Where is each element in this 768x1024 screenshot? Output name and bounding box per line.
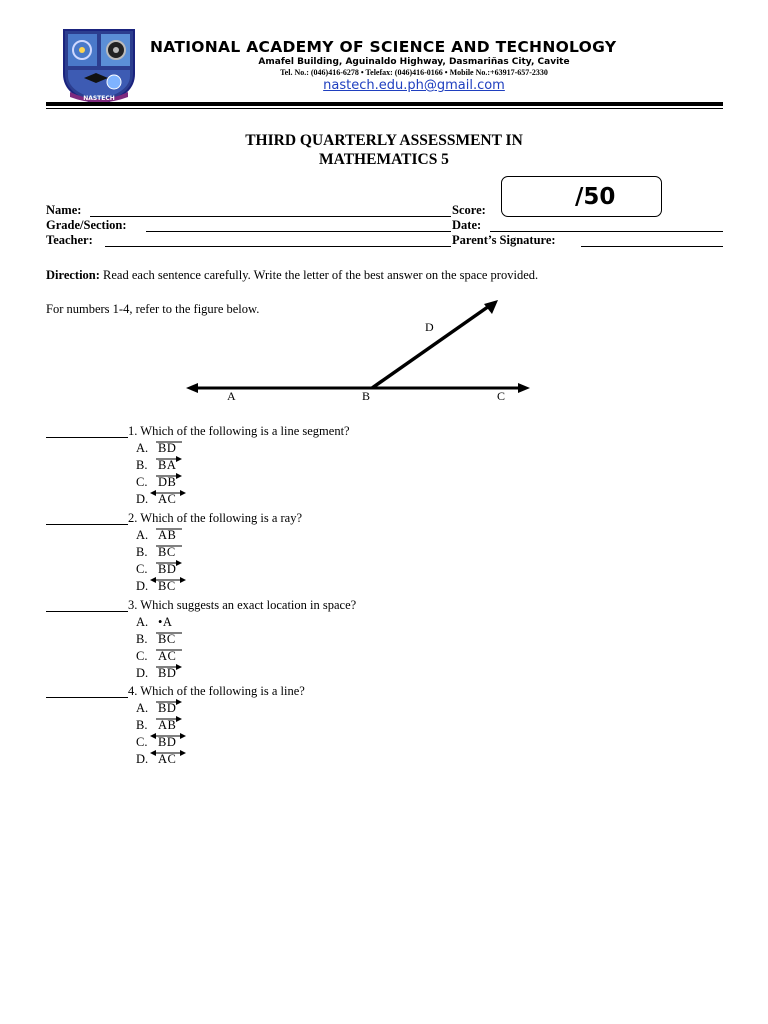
- q2-option-c-letter: C.: [136, 562, 148, 576]
- parent-signature-label: Parent’s Signature:: [452, 233, 556, 247]
- q3-option-d-letter: D.: [136, 666, 149, 680]
- q1-option-c-ray-mark: [156, 472, 182, 480]
- q1-option-c: DB: [158, 475, 177, 489]
- q2-option-c-ray-mark: [156, 559, 182, 567]
- q4-option-a: BD: [158, 701, 177, 715]
- q3-option-d-ray-mark: [156, 663, 182, 671]
- q2-option-a: AB: [158, 528, 177, 542]
- direction-label: Direction:: [46, 268, 100, 282]
- school-contact: Tel. No.: (046)416-6278 • Telefax: (046)416-0166 • Mobile No.:+63917-657-2330: [280, 68, 548, 77]
- q4-option-c-letter: C.: [136, 735, 148, 749]
- teacher-field[interactable]: [105, 246, 451, 247]
- school-logo: [60, 26, 138, 106]
- point-a-label: A: [227, 389, 236, 403]
- question-4: 4. Which of the following is a line?: [128, 684, 305, 698]
- school-email-link[interactable]: nastech.edu.ph@gmail.com: [323, 78, 505, 93]
- q2-option-a-letter: A.: [136, 528, 149, 542]
- header-divider: [46, 102, 723, 106]
- q3-option-a: •A: [158, 615, 173, 629]
- q4-option-d: AC: [158, 752, 177, 766]
- q1-option-a: BD: [158, 441, 177, 455]
- q3-option-a-letter: A.: [136, 615, 149, 629]
- q3-option-c: AC: [158, 649, 177, 663]
- exam-title: THIRD QUARTERLY ASSESSMENT IN: [245, 132, 523, 149]
- date-field[interactable]: [490, 231, 723, 232]
- q4-option-a-letter: A.: [136, 701, 149, 715]
- q2-option-b-segment-mark: [156, 542, 182, 550]
- direction-text: Read each sentence carefully. Write the letter of the best answer on the space provided.: [103, 268, 539, 282]
- parent-signature-field[interactable]: [581, 246, 723, 247]
- q3-option-c-segment-mark: [156, 646, 182, 654]
- question-2: 2. Which of the following is a ray?: [128, 511, 303, 525]
- exam-subject: MATHEMATICS 5: [319, 151, 449, 168]
- q4-option-b-letter: B.: [136, 718, 148, 732]
- q4-option-a-ray-mark: [156, 698, 182, 706]
- score-label: Score:: [452, 203, 486, 217]
- answer-blank-3[interactable]: [46, 611, 128, 612]
- question-3: 3. Which suggests an exact location in space?: [128, 598, 357, 612]
- header-divider-thin: [46, 108, 723, 109]
- question-1: 1. Which of the following is a line segment?: [128, 424, 350, 438]
- q2-option-b-letter: B.: [136, 545, 148, 559]
- name-field[interactable]: [90, 216, 451, 217]
- q3-option-b-letter: B.: [136, 632, 148, 646]
- svg-text:NASTECH: NASTECH: [83, 95, 115, 102]
- point-c-label: C: [497, 389, 506, 403]
- answer-blank-1[interactable]: [46, 437, 128, 438]
- q4-option-b-ray-mark: [156, 715, 182, 723]
- school-name: NATIONAL ACADEMY OF SCIENCE AND TECHNOLOGY: [150, 38, 617, 56]
- date-label: Date:: [452, 218, 482, 232]
- q4-option-d-letter: D.: [136, 752, 149, 766]
- q3-option-b-segment-mark: [156, 629, 182, 637]
- geometry-figure: [180, 290, 540, 410]
- answer-blank-4[interactable]: [46, 697, 128, 698]
- q1-option-d: AC: [158, 492, 177, 506]
- school-address: Amafel Building, Aguinaldo Highway, Dasmariñas City, Cavite: [258, 57, 570, 67]
- point-b-label: B: [362, 389, 371, 403]
- point-d-label: D: [425, 320, 434, 334]
- q4-option-b: AB: [158, 718, 177, 732]
- q2-option-b: BC: [158, 545, 176, 559]
- grade-section-field[interactable]: [146, 231, 451, 232]
- q3-option-d: BD: [158, 666, 177, 680]
- q1-option-d-letter: D.: [136, 492, 149, 506]
- q1-option-b-ray-mark: [156, 455, 182, 463]
- q4-option-d-line-mark: [150, 749, 186, 757]
- q1-option-b-letter: B.: [136, 458, 148, 472]
- q2-option-d-line-mark: [150, 576, 186, 584]
- figure-note: For numbers 1-4, refer to the figure below.: [46, 302, 260, 316]
- q1-option-a-letter: A.: [136, 441, 149, 455]
- teacher-label: Teacher:: [46, 233, 93, 247]
- q4-option-c-line-mark: [150, 732, 186, 740]
- q3-option-c-letter: C.: [136, 649, 148, 663]
- q3-option-b: BC: [158, 632, 176, 646]
- grade-section-label: Grade/Section:: [46, 218, 127, 232]
- q2-option-d-letter: D.: [136, 579, 149, 593]
- score-total: /50: [575, 184, 616, 210]
- q1-option-b: BA: [158, 458, 177, 472]
- q2-option-c: BD: [158, 562, 177, 576]
- q2-option-a-segment-mark: [156, 525, 182, 533]
- answer-blank-2[interactable]: [46, 524, 128, 525]
- q1-option-c-letter: C.: [136, 475, 148, 489]
- q4-option-c: BD: [158, 735, 177, 749]
- direction: [46, 268, 538, 283]
- name-label: Name:: [46, 203, 82, 217]
- q2-option-d: BC: [158, 579, 176, 593]
- q1-option-a-segment-mark: [156, 438, 182, 446]
- q1-option-d-line-mark: [150, 489, 186, 497]
